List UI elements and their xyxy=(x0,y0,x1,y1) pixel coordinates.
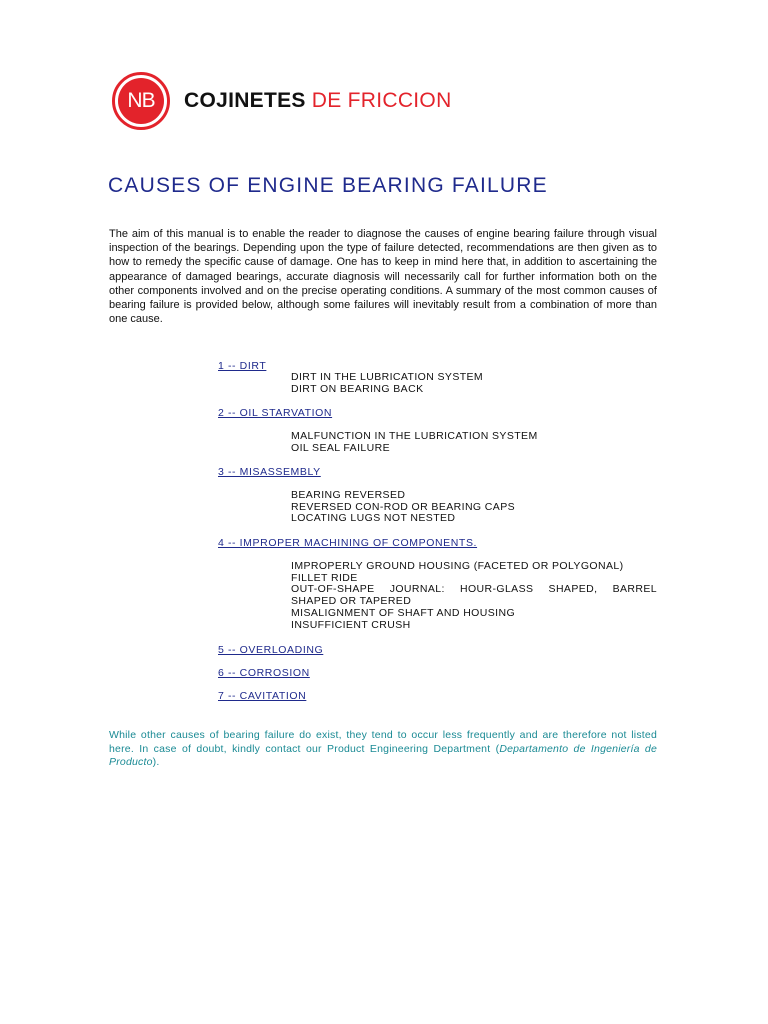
company-name-primary: COJINETES xyxy=(184,89,306,112)
cause-details-misassembly xyxy=(291,490,657,525)
company-name xyxy=(184,89,452,113)
cause-detail-item: IMPROPERLY GROUND HOUSING (FACETED OR POLYGONAL) xyxy=(291,560,624,572)
footer-note-text: While other causes of bearing failure do exist, they tend to occur less frequently and are therefore not listed here. In case of doubt, kindly contact our Product Engineering Department ( xyxy=(109,729,657,755)
cause-detail-item: OUT-OF-SHAPE JOURNAL: HOUR-GLASS SHAPED, BARREL SHAPED OR TAPERED xyxy=(291,583,657,608)
cause-link-corrosion[interactable]: 6 -- CORROSION xyxy=(218,667,310,679)
footer-note xyxy=(109,729,657,770)
cause-link-misassembly[interactable]: 3 -- MISASSEMBLY xyxy=(218,466,321,478)
cause-detail-item: REVERSED CON-ROD OR BEARING CAPS xyxy=(291,500,515,513)
company-logo xyxy=(112,68,452,134)
intro-paragraph: The aim of this manual is to enable the reader to diagnose the causes of engine bearing failure through visual inspection of the bearings. Depending upon the type of failure detected, recommendations are then given as to how to remedy the specific cause of damage. One has to keep in mind here that, in addition to ascertaining the appearance of damaged bearings, accurate diagnosis will necessarily call for further information both on the other components involved and on the precise operating conditions. A summary of the most common causes of bearing failure is provided below, although some failures will inevitably result from a combination of more than one cause. xyxy=(109,228,657,326)
cause-detail-item: BEARING REVERSED xyxy=(291,489,406,501)
cause-link-oil-starvation[interactable]: 2 -- OIL STARVATION xyxy=(218,407,333,419)
cause-detail-item: FILLET RIDE xyxy=(291,571,358,584)
cause-link-dirt[interactable]: 1 -- DIRT xyxy=(218,360,267,372)
nb-logo-letters: NB xyxy=(118,78,164,124)
footer-note-italic: Departamento de Ingeniería de Producto xyxy=(109,742,657,768)
company-name-secondary: DE FRICCION xyxy=(311,89,452,112)
cause-link-cavitation[interactable]: 7 -- CAVITATION xyxy=(218,690,307,702)
cause-details-dirt xyxy=(291,372,657,395)
footer-note-end: ). xyxy=(152,756,160,768)
cause-detail-item: DIRT ON BEARING BACK xyxy=(291,382,424,395)
cause-detail-item: MALFUNCTION IN THE LUBRICATION SYSTEM xyxy=(291,430,538,442)
cause-details-improper-machining xyxy=(291,561,657,631)
cause-detail-item: MISALIGNMENT OF SHAFT AND HOUSING xyxy=(291,606,516,619)
cause-detail-item: INSUFFICIENT CRUSH xyxy=(291,618,411,631)
cause-detail-item: LOCATING LUGS NOT NESTED xyxy=(291,512,456,525)
cause-link-overloading[interactable]: 5 -- OVERLOADING xyxy=(218,644,324,656)
page-title: CAUSES OF ENGINE BEARING FAILURE xyxy=(108,174,548,197)
cause-details-oil-starvation xyxy=(291,431,657,454)
cause-link-improper-machining[interactable]: 4 -- IMPROPER MACHINING OF COMPONENTS. xyxy=(218,537,478,549)
nb-logo-badge xyxy=(112,72,170,130)
cause-detail-item: OIL SEAL FAILURE xyxy=(291,441,390,454)
cause-detail-item: DIRT IN THE LUBRICATION SYSTEM xyxy=(291,371,484,383)
